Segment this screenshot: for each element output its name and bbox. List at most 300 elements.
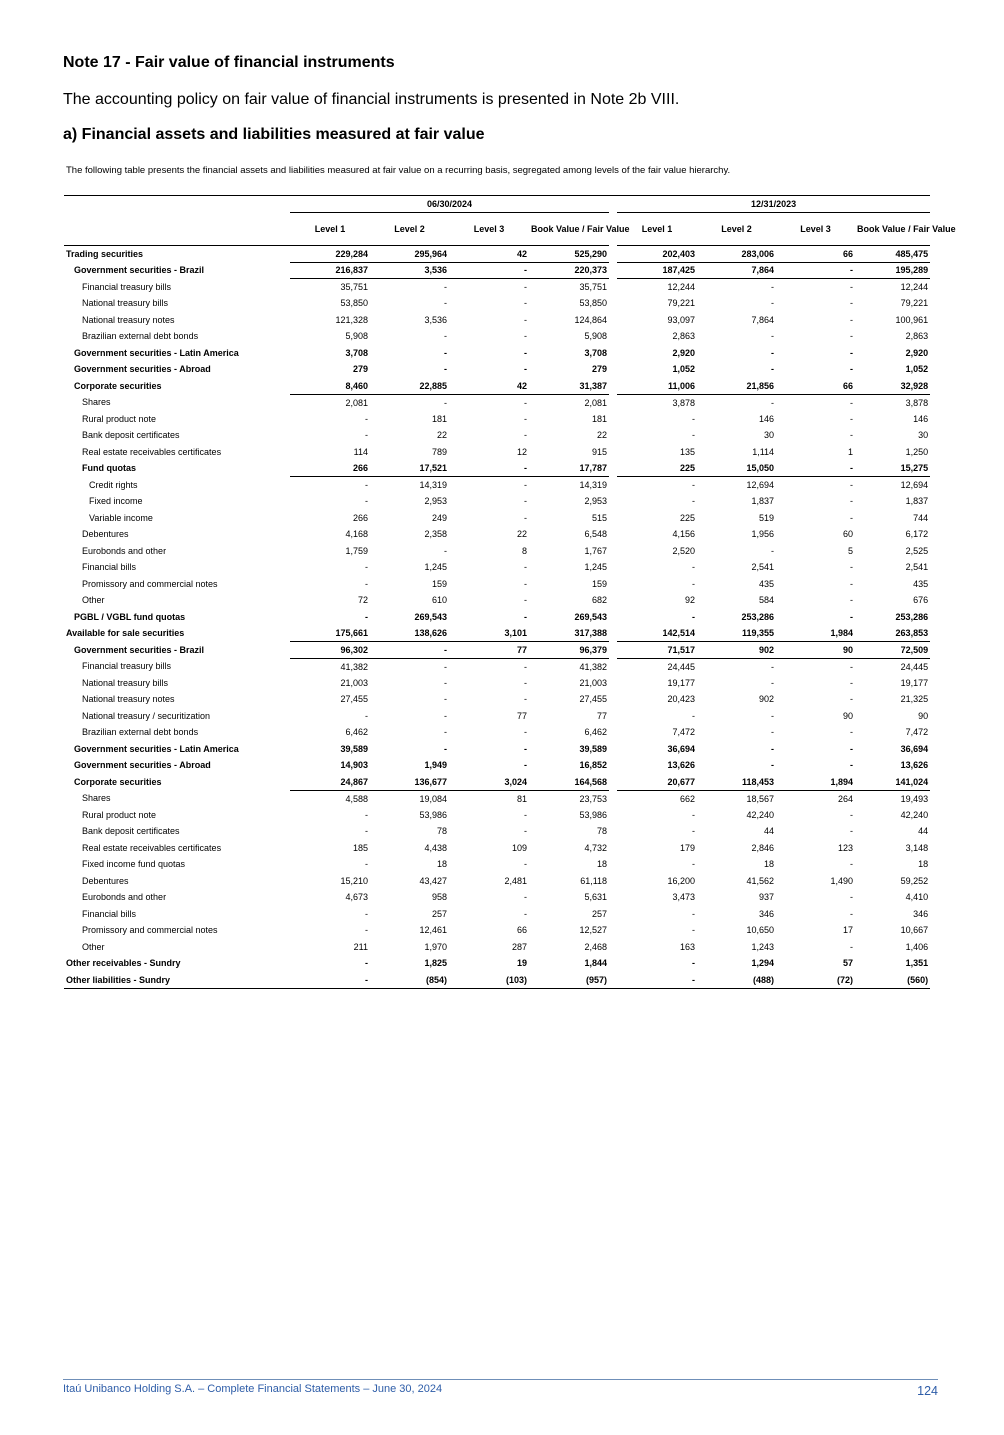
table-row: [64, 328, 930, 345]
cell-2024-level-3: -: [524, 743, 527, 754]
cell-2024-level-1: 4,168: [345, 529, 368, 540]
table-row: [64, 675, 930, 692]
cell-2024-level-1: 279: [352, 364, 368, 375]
cell-2024-book-value: 77: [597, 710, 608, 721]
cell-2024-level-2: -: [444, 677, 447, 688]
intro-paragraph: The accounting policy on fair value of financial instruments is presented in Note 2b VIII.: [63, 91, 680, 108]
cell-2023-level-3: 1,894: [776, 774, 855, 791]
column-gap: [609, 922, 617, 939]
cell-2023-book-value: 3,878: [905, 397, 929, 408]
cell-2023-book-value: 3,148: [905, 842, 929, 853]
table-row: [64, 724, 930, 741]
cell-2023-level-1: 135: [680, 446, 696, 457]
cell-2023-book-value: 7,472: [905, 727, 929, 738]
cell-2024-level-2: 138,626: [370, 625, 449, 642]
cell-2024-level-2: -: [444, 661, 447, 672]
cell-2024-book-value: 23,753: [579, 793, 608, 804]
row-label: Rural product note: [82, 413, 157, 424]
cell-2023-level-1: 24,445: [667, 661, 696, 672]
row-label: Real estate receivables certificates: [82, 842, 222, 853]
cell-2023-book-value: 4,410: [905, 892, 929, 903]
table-row: [64, 493, 930, 510]
cell-2024-level-2: 136,677: [370, 774, 449, 791]
cell-2024-level-1: -: [365, 480, 368, 490]
table-row: [64, 444, 930, 461]
cell-2024-level-2: -: [444, 545, 447, 556]
cell-2023-level-2: 7,864: [697, 262, 776, 279]
cell-2023-level-3: 5: [848, 545, 854, 556]
column-gap: [609, 510, 617, 527]
row-label: Financial treasury bills: [82, 661, 172, 672]
cell-2024-book-value: 39,589: [579, 743, 608, 754]
cell-2023-level-3: 66: [776, 378, 855, 395]
cell-2024-level-3: -: [524, 430, 527, 441]
table-row: [64, 840, 930, 857]
cell-2024-level-2: -: [444, 727, 447, 738]
cell-2023-level-2: 41,562: [746, 875, 775, 886]
cell-2024-book-value: 78: [597, 826, 608, 837]
cell-2024-level-1: 35,751: [340, 282, 368, 292]
fair-value-table: [64, 195, 956, 989]
cell-2024-level-2: 17,521: [370, 460, 449, 477]
cell-2023-level-2: 42,240: [746, 809, 775, 820]
column-gap: [609, 361, 617, 378]
cell-2024-book-value: 61,118: [580, 875, 608, 886]
column-gap: [609, 394, 617, 411]
cell-2024-book-value: 53,850: [579, 298, 608, 309]
column-gap: [609, 427, 617, 444]
column-gap: [609, 345, 617, 362]
column-gap: [609, 411, 617, 428]
cell-2023-book-value: 72,509: [855, 642, 930, 659]
cell-2023-book-value: 2,863: [905, 331, 929, 342]
cell-2024-level-2: 78: [436, 826, 447, 837]
table-row: [64, 262, 930, 279]
row-label: Corporate securities: [74, 776, 162, 787]
row-label: Shares: [82, 397, 111, 408]
cell-2024-level-3: -: [524, 347, 527, 358]
column-gap: [609, 840, 617, 857]
row-label: Financial bills: [82, 562, 137, 573]
row-label: Financial treasury bills: [82, 281, 172, 292]
cell-2023-book-value: 18: [918, 859, 929, 870]
cell-2023-level-1: -: [617, 972, 697, 989]
cell-2023-level-3: -: [850, 480, 854, 490]
cell-2023-level-3: -: [850, 743, 854, 754]
cell-2023-level-1: -: [692, 859, 696, 870]
cell-2023-level-3: -: [850, 578, 854, 589]
row-label: Real estate receivables certificates: [82, 446, 222, 457]
cell-2024-book-value: 220,373: [529, 262, 609, 279]
row-label: Available for sale securities: [66, 628, 185, 639]
cell-2024-level-2: 958: [431, 892, 447, 903]
footer-divider: [63, 1379, 938, 1380]
cell-2024-book-value: 31,387: [529, 378, 609, 395]
cell-2023-level-1: -: [692, 413, 696, 424]
column-gap: [609, 889, 617, 906]
cell-2024-level-3: -: [524, 397, 527, 408]
cell-2023-book-value: 24,445: [900, 661, 929, 672]
cell-2024-level-1: 1,759: [345, 545, 368, 556]
table-row: [64, 477, 930, 494]
cell-2023-level-1: 225: [617, 460, 697, 477]
cell-2023-level-1: -: [692, 710, 696, 721]
cell-2024-level-2: 1,970: [424, 941, 447, 952]
cell-2023-book-value: 744: [913, 512, 929, 523]
cell-2024-level-2: 295,964: [370, 246, 449, 263]
table-row: [64, 609, 930, 626]
cell-2024-book-value: 269,543: [574, 611, 608, 622]
cell-2024-level-2: 18: [436, 859, 447, 870]
column-gap: [609, 543, 617, 560]
column-gap: [609, 807, 617, 824]
column-gap: [609, 444, 617, 461]
cell-2024-level-1: 96,302: [290, 642, 370, 659]
cell-2023-level-3: 60: [843, 529, 854, 540]
cell-2024-level-2: 22: [436, 430, 447, 441]
table-row: [64, 774, 930, 791]
table-body: [64, 246, 930, 989]
cell-2024-level-3: -: [524, 496, 527, 507]
cell-2023-level-2: 30: [764, 430, 775, 441]
cell-2024-level-2: 12,461: [419, 925, 447, 936]
cell-2024-level-1: -: [365, 710, 368, 721]
cell-2024-level-2: 3,536: [370, 262, 449, 279]
cell-2023-level-2: -: [771, 545, 775, 556]
row-label: Government securities - Brazil: [74, 265, 205, 276]
cell-2024-level-1: -: [365, 562, 368, 573]
cell-2024-level-1: 266: [290, 460, 370, 477]
cell-2023-book-value: 195,289: [855, 262, 930, 279]
table-row: [64, 691, 930, 708]
cell-2023-level-1: 187,425: [617, 262, 697, 279]
cell-2023-level-3: 17: [843, 925, 854, 936]
cell-2023-level-3: 123: [838, 842, 854, 853]
cell-2023-book-value: 15,275: [855, 460, 930, 477]
cell-2024-book-value: 35,751: [579, 282, 608, 292]
cell-2023-level-1: 20,677: [617, 774, 697, 791]
cell-2023-level-2: 12,694: [746, 480, 775, 490]
cell-2024-level-3: -: [524, 480, 527, 490]
row-label: Promissory and commercial notes: [82, 578, 218, 589]
col-header-book-value: Book Value / Fair Value: [855, 213, 930, 246]
cell-2023-level-2: 1,114: [752, 446, 775, 457]
table-row: [64, 592, 930, 609]
cell-2023-level-1: 19,177: [667, 677, 696, 688]
column-gap: [609, 493, 617, 510]
col-header-level-1: Level 1: [290, 213, 370, 246]
cell-2023-level-3: -: [850, 611, 854, 622]
header-gap: [609, 196, 617, 213]
cell-2024-level-3: -: [524, 760, 527, 771]
cell-2024-book-value: 181: [592, 413, 608, 424]
cell-2023-level-2: -: [771, 743, 775, 754]
cell-2024-level-2: 257: [431, 908, 447, 919]
cell-2023-level-3: -: [850, 282, 854, 292]
cell-2024-level-3: 3,101: [449, 625, 529, 642]
table-row: [64, 510, 930, 527]
cell-2023-book-value: 1,351: [905, 958, 929, 969]
table-row: [64, 460, 930, 477]
cell-2023-level-2: -: [771, 661, 775, 672]
table-row: [64, 708, 930, 725]
cell-2023-book-value: 346: [913, 908, 929, 919]
cell-2024-level-1: -: [290, 972, 370, 989]
cell-2023-book-value: 1,406: [905, 941, 929, 952]
note-title: Note 17 - Fair value of financial instruments: [63, 54, 395, 71]
cell-2024-level-1: -: [365, 430, 368, 441]
period-header-row: [64, 196, 930, 213]
column-gap: [609, 295, 617, 312]
cell-2023-level-2: 15,050: [697, 460, 776, 477]
cell-2023-level-1: 202,403: [617, 246, 697, 263]
cell-2024-level-1: 114: [353, 446, 368, 457]
cell-2024-level-3: 77: [449, 642, 529, 659]
table-row: [64, 955, 930, 972]
cell-2024-level-2: 53,986: [419, 809, 447, 820]
cell-2024-book-value: 1,844: [584, 958, 608, 969]
cell-2023-book-value: 1,052: [905, 364, 929, 375]
cell-2023-level-1: 7,472: [672, 727, 696, 738]
cell-2024-level-1: 41,382: [340, 661, 368, 672]
cell-2023-level-3: 90: [843, 710, 854, 721]
cell-2024-level-3: -: [524, 908, 527, 919]
cell-2024-level-2: 14,319: [419, 480, 447, 490]
cell-2023-book-value: 253,286: [895, 611, 929, 622]
cell-2023-book-value: 59,252: [900, 875, 929, 886]
cell-2024-level-2: -: [444, 347, 447, 358]
cell-2024-level-2: 159: [431, 578, 447, 589]
header-blank: [64, 196, 290, 213]
cell-2024-level-1: 53,850: [340, 298, 368, 309]
cell-2023-level-3: -: [850, 694, 854, 705]
cell-2023-level-1: 662: [680, 793, 696, 804]
table-row: [64, 922, 930, 939]
cell-2024-level-1: 2,081: [345, 397, 368, 408]
cell-2023-level-1: 142,514: [617, 625, 697, 642]
cell-2023-level-3: (72): [776, 972, 855, 989]
cell-2023-level-1: 179: [680, 842, 696, 853]
column-gap: [609, 378, 617, 395]
cell-2024-level-1: 185: [352, 842, 368, 853]
cell-2024-level-3: -: [449, 460, 529, 477]
cell-2023-level-1: -: [692, 925, 696, 936]
cell-2023-level-2: 2,541: [751, 562, 775, 573]
cell-2023-level-1: 20,423: [667, 694, 696, 705]
cell-2024-level-1: 4,588: [345, 793, 368, 804]
column-gap: [609, 691, 617, 708]
cell-2023-level-3: -: [850, 760, 854, 771]
table-row: [64, 741, 930, 758]
cell-2024-level-3: -: [524, 677, 527, 688]
cell-2023-book-value: 32,928: [855, 378, 930, 395]
row-label: National treasury bills: [82, 677, 169, 688]
column-gap: [609, 823, 617, 840]
column-gap: [609, 873, 617, 890]
table-row: [64, 312, 930, 329]
cell-2024-level-1: 5,908: [345, 331, 368, 342]
cell-2023-level-1: 11,006: [617, 378, 697, 395]
cell-2023-book-value: 100,961: [895, 314, 929, 325]
row-label: Variable income: [89, 512, 153, 523]
cell-2023-level-1: 163: [680, 941, 696, 952]
table-row: [64, 361, 930, 378]
cell-2024-level-3: -: [524, 595, 527, 606]
row-label: Fixed income fund quotas: [82, 859, 186, 870]
row-label: Eurobonds and other: [82, 545, 167, 556]
cell-2024-level-3: -: [524, 331, 527, 342]
section-title: a) Financial assets and liabilities measured at fair value: [63, 126, 485, 143]
cell-2024-book-value: 21,003: [579, 677, 608, 688]
row-label: Brazilian external debt bonds: [82, 331, 199, 342]
cell-2024-book-value: 682: [592, 595, 608, 606]
cell-2023-level-3: 57: [843, 958, 854, 969]
cell-2024-level-3: 81: [516, 793, 527, 804]
cell-2024-level-3: -: [524, 694, 527, 705]
cell-2023-level-1: -: [692, 496, 696, 507]
cell-2023-level-3: -: [850, 809, 854, 820]
cell-2023-book-value: 2,541: [905, 562, 929, 573]
row-label: Debentures: [82, 875, 129, 886]
table-row: [64, 642, 930, 659]
header-blank: [64, 213, 290, 246]
cell-2024-level-3: -: [524, 562, 527, 573]
cell-2024-level-2: 789: [431, 446, 447, 457]
cell-2024-book-value: 96,379: [529, 642, 609, 659]
cell-2024-level-3: -: [524, 809, 527, 820]
row-label: Government securities - Brazil: [74, 644, 205, 655]
cell-2023-level-1: -: [692, 480, 696, 490]
cell-2023-level-3: -: [850, 298, 854, 309]
cell-2024-book-value: 2,468: [584, 941, 608, 952]
cell-2024-level-1: -: [365, 859, 368, 870]
row-label: National treasury bills: [82, 298, 169, 309]
cell-2024-level-2: 1,245: [424, 562, 447, 573]
row-label: Corporate securities: [74, 380, 162, 391]
column-gap: [609, 625, 617, 642]
footer-company: Itaú Unibanco Holding S.A. – Complete Financial Statements – June 30, 2024: [63, 1383, 443, 1395]
row-label: National treasury notes: [82, 314, 175, 325]
cell-2023-level-2: -: [771, 397, 775, 408]
cell-2024-level-1: 24,867: [290, 774, 370, 791]
cell-2023-level-2: -: [771, 298, 775, 309]
row-label: Other receivables - Sundry: [66, 958, 181, 969]
cell-2024-book-value: 915: [592, 446, 608, 457]
cell-2023-level-2: 18,567: [746, 793, 775, 804]
cell-2023-level-3: 264: [838, 793, 854, 804]
cell-2024-level-2: 1,825: [424, 958, 447, 969]
cell-2023-level-3: -: [850, 892, 854, 903]
cell-2024-level-2: 43,427: [419, 875, 447, 886]
cell-2023-level-2: 283,006: [697, 246, 776, 263]
column-gap: [609, 279, 617, 296]
column-gap: [609, 790, 617, 807]
cell-2023-level-2: (488): [697, 972, 776, 989]
cell-2023-level-2: 1,956: [751, 529, 775, 540]
row-label: Credit rights: [89, 479, 138, 490]
cell-2023-book-value: 1,250: [905, 446, 929, 457]
cell-2023-level-2: 7,864: [751, 314, 775, 325]
cell-2023-level-2: -: [771, 677, 775, 688]
cell-2023-level-3: 1,984: [776, 625, 855, 642]
row-label: Eurobonds and other: [82, 892, 167, 903]
row-label: Financial bills: [82, 908, 137, 919]
cell-2023-level-1: 71,517: [617, 642, 697, 659]
cell-2023-level-3: -: [850, 430, 854, 441]
cell-2023-level-3: 66: [776, 246, 855, 263]
cell-2024-level-2: 1,949: [424, 760, 447, 771]
cell-2024-level-1: 216,837: [290, 262, 370, 279]
row-label: Government securities - Latin America: [74, 743, 239, 754]
cell-2024-book-value: 164,568: [529, 774, 609, 791]
cell-2024-level-2: -: [444, 397, 447, 408]
column-gap: [609, 675, 617, 692]
cell-2023-level-1: 16,200: [667, 875, 696, 886]
cell-2023-level-1: 1,052: [672, 364, 696, 375]
table-row: [64, 856, 930, 873]
cell-2024-level-2: 4,438: [424, 842, 447, 853]
column-gap: [609, 246, 617, 263]
cell-2023-book-value: 2,525: [905, 545, 929, 556]
row-label: Promissory and commercial notes: [82, 925, 218, 936]
cell-2023-level-2: -: [771, 710, 775, 721]
cell-2024-level-3: 66: [516, 925, 527, 936]
row-label: Government securities - Abroad: [74, 760, 211, 771]
column-gap: [609, 955, 617, 972]
row-label: Fund quotas: [82, 463, 136, 474]
table-description: The following table presents the financial assets and liabilities measured at fair value on a recurring basis, segregated among levels of the fair value hierarchy.: [66, 165, 731, 176]
cell-2024-level-3: 42: [449, 378, 529, 395]
row-label: Government securities - Abroad: [74, 364, 211, 375]
cell-2023-level-2: -: [771, 331, 775, 342]
cell-2024-level-3: 109: [511, 842, 527, 853]
column-gap: [609, 576, 617, 593]
cell-2024-book-value: 53,986: [579, 809, 608, 820]
cell-2023-level-1: 36,694: [667, 743, 696, 754]
cell-2024-level-1: 27,455: [340, 694, 368, 705]
cell-2024-book-value: 12,527: [579, 925, 608, 936]
cell-2023-level-2: 21,856: [697, 378, 776, 395]
table-row: [64, 279, 930, 296]
cell-2023-level-2: -: [771, 282, 775, 292]
cell-2023-level-3: -: [850, 826, 854, 837]
table-row: [64, 246, 930, 263]
cell-2024-book-value: 14,319: [579, 480, 608, 490]
table-row: [64, 889, 930, 906]
cell-2023-level-2: 119,355: [697, 625, 776, 642]
cell-2023-level-2: 584: [759, 595, 775, 606]
cell-2024-book-value: 2,081: [584, 397, 608, 408]
table-row: [64, 526, 930, 543]
cell-2024-book-value: 16,852: [579, 760, 608, 771]
table-row: [64, 543, 930, 560]
cell-2023-book-value: 12,694: [900, 480, 929, 490]
column-gap: [609, 477, 617, 494]
row-label: Fixed income: [89, 496, 143, 507]
row-label: National treasury / securitization: [82, 710, 211, 721]
cell-2023-level-2: 1,243: [751, 941, 775, 952]
table-row: [64, 427, 930, 444]
cell-2023-book-value: 485,475: [855, 246, 930, 263]
cell-2023-level-1: 12,244: [667, 282, 696, 292]
cell-2024-level-2: 2,358: [424, 529, 447, 540]
cell-2023-book-value: 30: [918, 430, 929, 441]
cell-2023-book-value: 6,172: [905, 529, 929, 540]
cell-2024-level-1: 6,462: [345, 727, 368, 738]
cell-2023-level-3: -: [850, 413, 854, 424]
row-label: Bank deposit certificates: [82, 826, 180, 837]
cell-2024-level-2: -: [370, 642, 449, 659]
